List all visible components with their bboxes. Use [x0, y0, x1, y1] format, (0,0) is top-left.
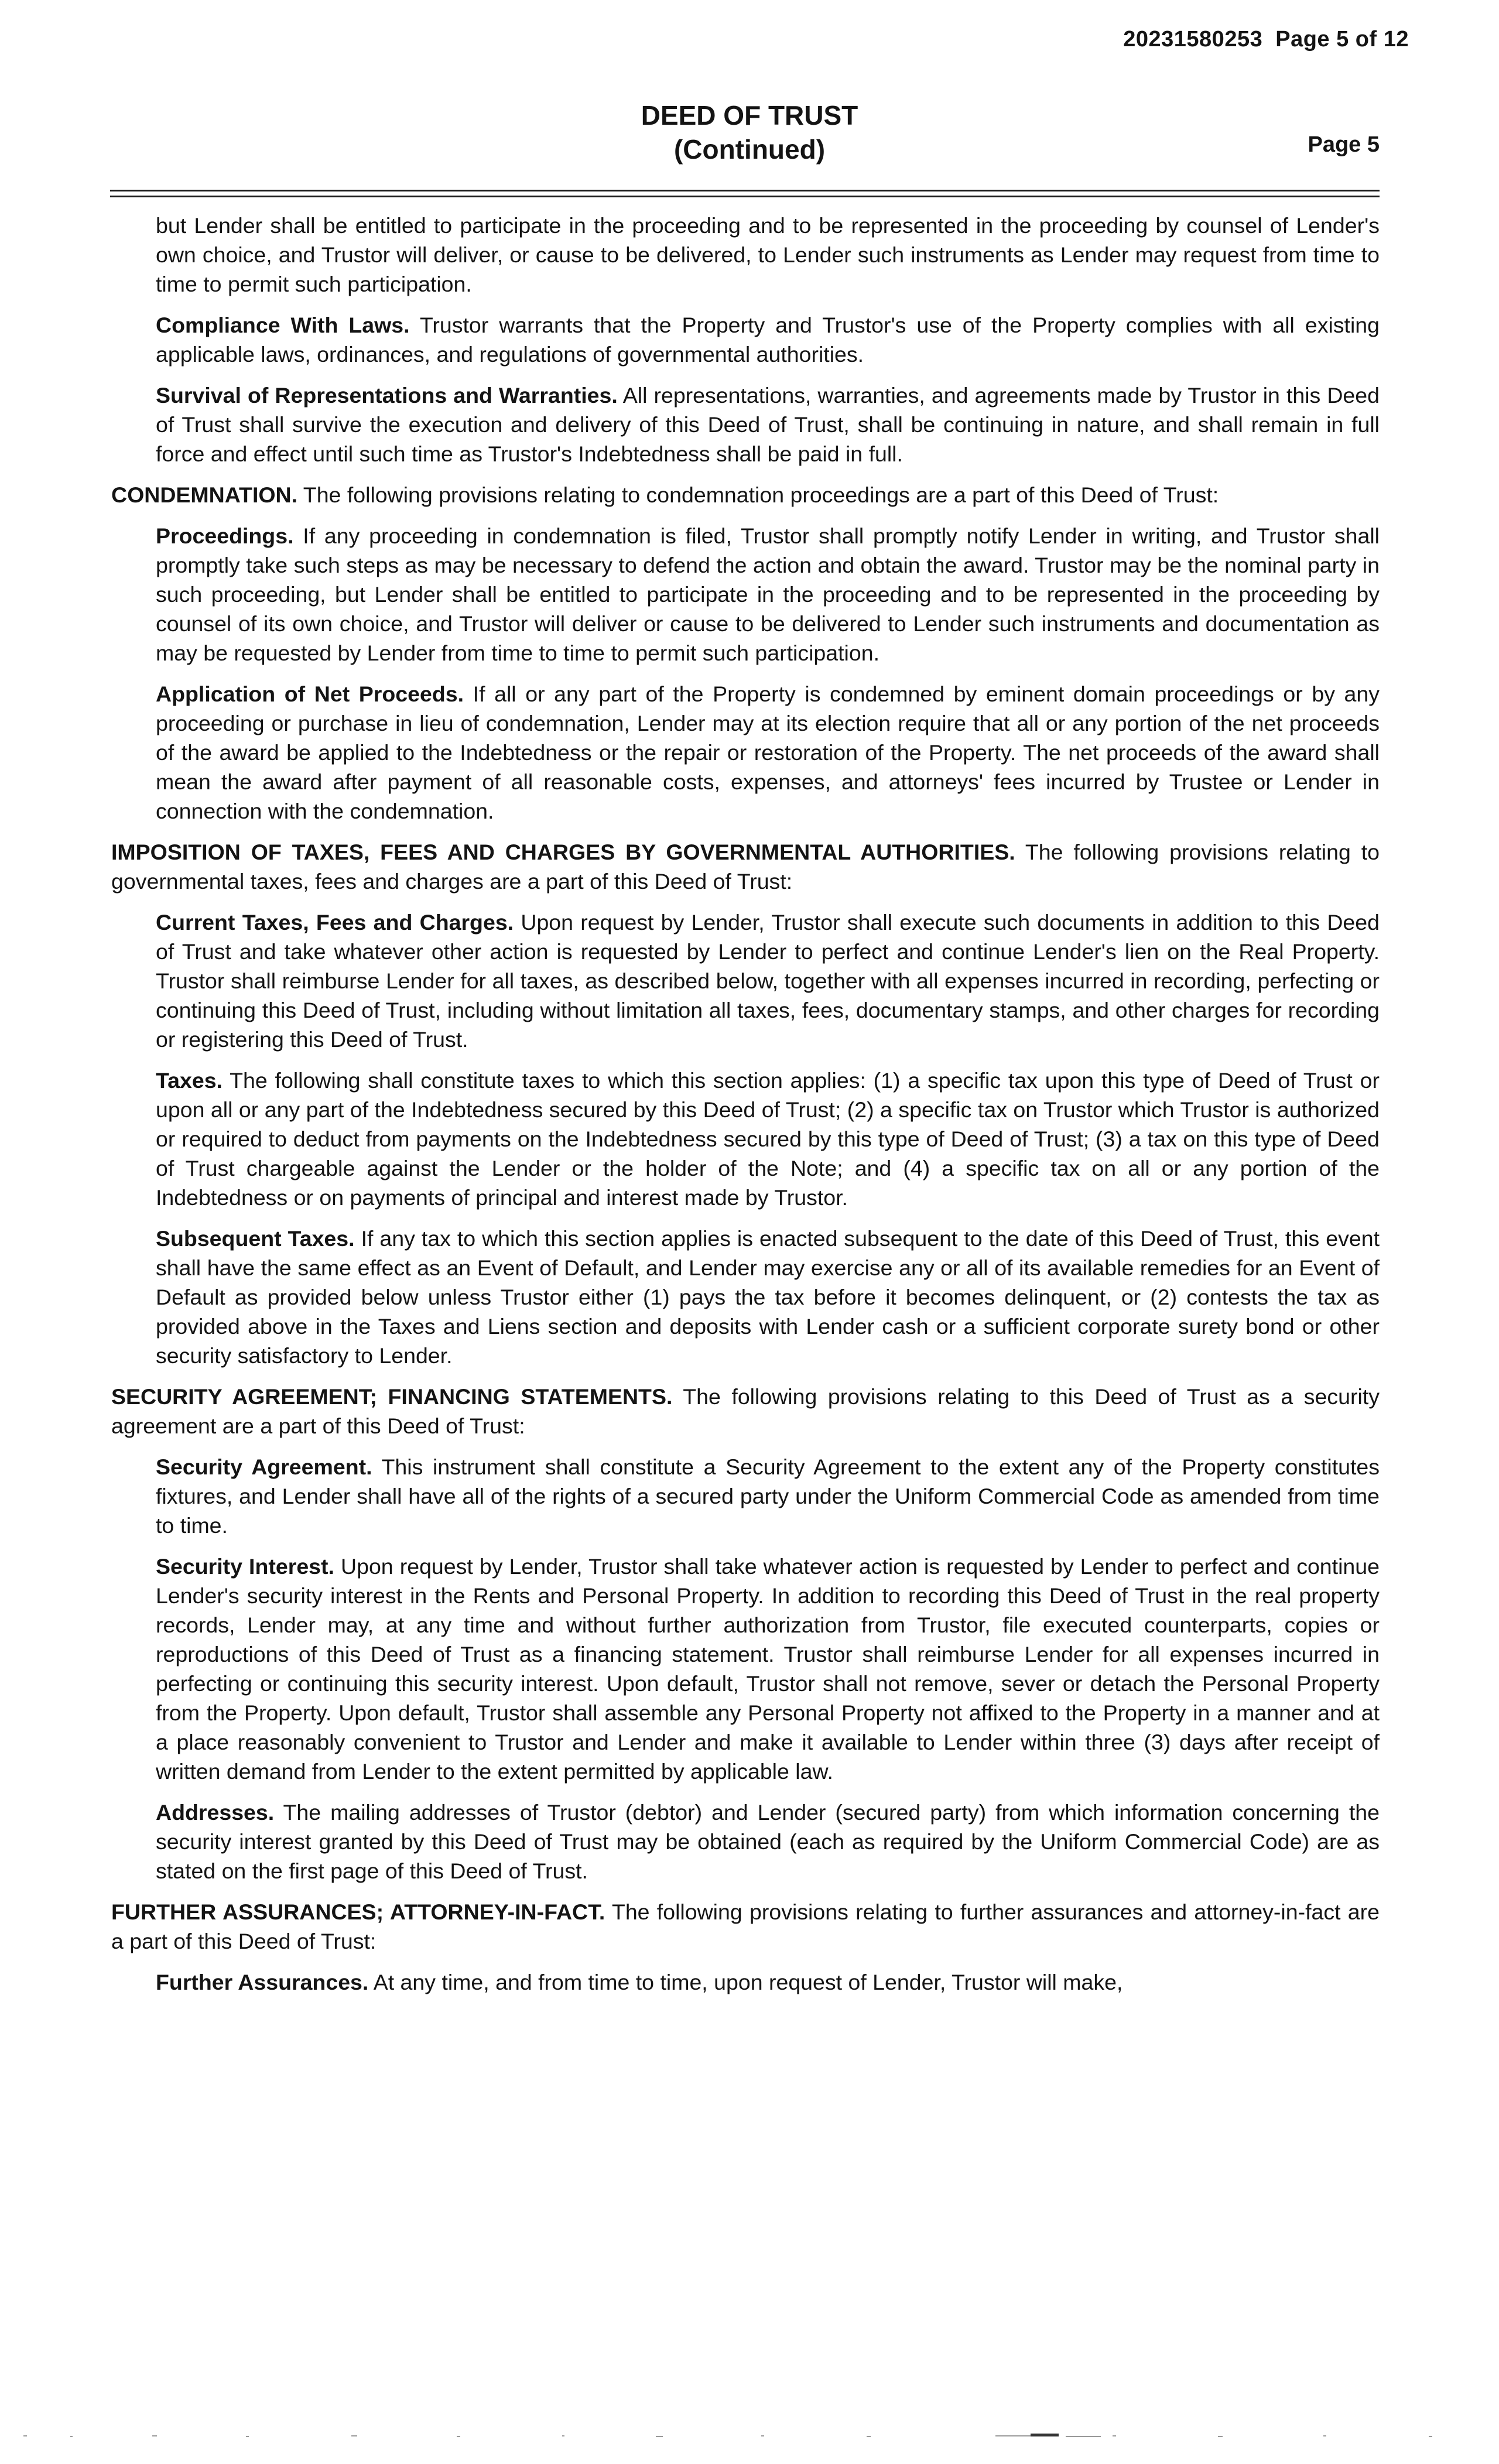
paragraph-subsequent-taxes	[156, 1224, 1380, 1370]
paragraph-text: This instrument shall constitute a Security Agreement to the extent any of the Property constitutes fixtures, and Lender shall have all of the rights of a secured party under the Uniform Commercial Code as amended from time to time.	[156, 1455, 1380, 1538]
paragraph-heading: Further Assurances.	[156, 1970, 369, 1994]
section-heading: IMPOSITION OF TAXES, FEES AND CHARGES BY GOVERNMENTAL AUTHORITIES.	[111, 840, 1015, 864]
document-number-header	[1123, 27, 1409, 52]
paragraph-text: but Lender shall be entitled to participate in the proceeding and to be represented in the proceeding by counsel of Lender's own choice, and Trustor will deliver, or cause to be delivered, to Lender such instruments as Lender may request from time to time to permit such participation.	[156, 213, 1380, 296]
paragraph-net-proceeds	[156, 679, 1380, 826]
paragraph-heading: Survival of Representations and Warranties.	[156, 383, 618, 408]
paragraph-heading: Application of Net Proceeds.	[156, 682, 464, 706]
paragraph-text: At any time, and from time to time, upon request of Lender, Trustor will make,	[373, 1970, 1123, 1994]
paragraph-security-agreement	[156, 1452, 1380, 1540]
section-text: The following provisions relating to this Deed of Trust as a security agreement are a part of this Deed of Trust:	[111, 1384, 1380, 1438]
paragraph-current-taxes	[156, 908, 1380, 1054]
paragraph-text: Upon request by Lender, Trustor shall execute such documents in addition to this Deed of Trust and take whatever other action is requested by Lender to perfect and continue Lender's lien on the Real Property. Trustor shall reimburse Lender for all taxes, as described below, together with all expenses incurred in recording, perfecting or continuing this Deed of Trust, including without limitation all taxes, fees, documentary stamps, and other charges for recording or registering this Deed of Trust.	[156, 910, 1380, 1052]
paragraph-heading: Addresses.	[156, 1800, 275, 1825]
paragraph-heading: Current Taxes, Fees and Charges.	[156, 910, 514, 935]
section-condemnation	[111, 480, 1380, 509]
paragraph-addresses	[156, 1798, 1380, 1885]
header-rule-top	[110, 190, 1380, 191]
paragraph-text: Upon request by Lender, Trustor shall take whatever action is requested by Lender to perfect and continue Lender's security interest in the Rents and Personal Property. In addition to recording this Deed of Trust in the real property records, Lender may, at any time and without further authorization from Trustor, file executed counterparts, copies or reproductions of this Deed of Trust as a financing statement. Trustor shall reimburse Lender for all expenses incurred in perfecting or continuing this security interest. Upon default, Trustor shall not remove, sever or detach the Personal Property from the Property. Upon default, Trustor shall assemble any Personal Property not affixed to the Property in a manner and at a place reasonably convenient to Trustor and Lender and make it available to Lender within three (3) days after receipt of written demand from Lender to the extent permitted by applicable law.	[156, 1554, 1380, 1784]
section-text: The following provisions relating to condemnation proceedings are a part of this Deed of Trust:	[303, 482, 1219, 507]
document-number: 20231580253	[1123, 27, 1263, 52]
paragraph-heading: Security Interest.	[156, 1554, 334, 1579]
section-text: The following provisions relating to governmental taxes, fees and charges are a part of this Deed of Trust:	[111, 840, 1380, 894]
paragraph-heading: Taxes.	[156, 1068, 223, 1093]
paragraph-proceedings	[156, 521, 1380, 668]
document-title: DEED OF TRUST	[641, 100, 858, 131]
paragraph-survival	[156, 381, 1380, 468]
paragraph-participation	[156, 211, 1380, 299]
document-subtitle: (Continued)	[673, 134, 826, 165]
section-further-assurances	[111, 1897, 1380, 1956]
page-number: Page 5	[1308, 132, 1380, 157]
scan-noise-decoration	[0, 2430, 1499, 2442]
section-heading: CONDEMNATION.	[111, 482, 298, 507]
section-taxes-fees-charges	[111, 837, 1380, 896]
section-text: The following provisions relating to further assurances and attorney-in-fact are a part of this Deed of Trust:	[111, 1900, 1380, 1953]
paragraph-text: If any proceeding in condemnation is filed, Trustor shall promptly notify Lender in writing, and Trustor shall promptly take such steps as may be necessary to defend the action and obtain the award. Trustor may be the nominal party in such proceeding, but Lender shall be entitled to participate in the proceeding and to be represented in the proceeding by counsel of its own choice, and Trustor will deliver or cause to be delivered to Lender such instruments and documentation as may be requested by Lender from time to time to permit such participation.	[156, 523, 1380, 665]
paragraph-taxes	[156, 1066, 1380, 1212]
document-title-block	[0, 98, 1499, 166]
section-heading: FURTHER ASSURANCES; ATTORNEY-IN-FACT.	[111, 1900, 605, 1924]
paragraph-text: If all or any part of the Property is condemned by eminent domain proceedings or by any proceeding or purchase in lieu of condemnation, Lender may at its election require that all or any portion of the net proceeds of the award be applied to the Indebtedness or the repair or restoration of the Property. The net proceeds of the award shall mean the award after payment of all reasonable costs, expenses, and attorneys' fees incurred by Trustee or Lender in connection with the condemnation.	[156, 682, 1380, 823]
paragraph-heading: Subsequent Taxes.	[156, 1226, 355, 1251]
paragraph-compliance-with-laws	[156, 310, 1380, 369]
section-security-agreement	[111, 1382, 1380, 1440]
paragraph-text: The mailing addresses of Trustor (debtor) and Lender (secured party) from which information concerning the security interest granted by this Deed of Trust may be obtained (each as required by the Uniform Commercial Code) are as stated on the first page of this Deed of Trust.	[156, 1800, 1380, 1883]
paragraph-security-interest	[156, 1552, 1380, 1786]
paragraph-text: The following shall constitute taxes to which this section applies: (1) a specific tax upon this type of Deed of Trust or upon all or any part of the Indebtedness secured by this Deed of Trust; (2) a specific tax on Trustor which Trustor is authorized or required to deduct from payments on the Indebtedness secured by this type of Deed of Trust; (3) a tax on this type of Deed of Trust chargeable against the Lender or the holder of the Note; and (4) a specific tax on all or any portion of the Indebtedness or on payments of principal and interest made by Trustor.	[156, 1068, 1380, 1210]
paragraph-heading: Security Agreement.	[156, 1455, 372, 1479]
paragraph-heading: Compliance With Laws.	[156, 313, 410, 337]
page-of-label: Page 5 of 12	[1275, 27, 1409, 52]
header-rule-bottom	[110, 196, 1380, 197]
section-heading: SECURITY AGREEMENT; FINANCING STATEMENTS.	[111, 1384, 673, 1409]
paragraph-further-assurances	[156, 1967, 1380, 1997]
document-body	[111, 211, 1380, 2008]
paragraph-text: Trustor warrants that the Property and Trustor's use of the Property complies with all existing applicable laws, ordinances, and regulations of governmental authorities.	[156, 313, 1380, 367]
paragraph-text: If any tax to which this section applies is enacted subsequent to the date of this Deed of Trust, this event shall have the same effect as an Event of Default, and Lender may exercise any or all of its available remedies for an Event of Default as provided below unless Trustor either (1) pays the tax before it becomes delinquent, or (2) contests the tax as provided above in the Taxes and Liens section and deposits with Lender cash or a sufficient corporate surety bond or other security satisfactory to Lender.	[156, 1226, 1380, 1368]
paragraph-text: All representations, warranties, and agreements made by Trustor in this Deed of Trust shall survive the execution and delivery of this Deed of Trust, shall be continuing in nature, and shall remain in full force and effect until such time as Trustor's Indebtedness shall be paid in full.	[156, 383, 1380, 466]
paragraph-heading: Proceedings.	[156, 523, 294, 548]
